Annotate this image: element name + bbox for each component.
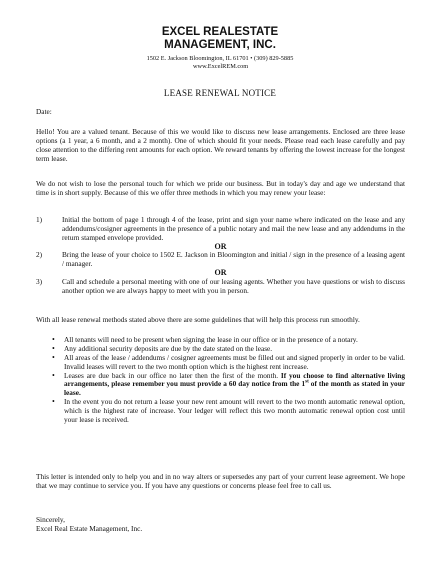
company-name-line1: EXCEL REALESTATE (161, 26, 279, 38)
method-text: Bring the lease of your choice to 1502 E. Jackson in Bloomington and initial / sign in the presence of a leasing agent / manager. (62, 250, 405, 269)
company-website: www.ExcelREM.com (193, 63, 249, 70)
closing-salutation: Sincerely, (36, 515, 65, 524)
disclaimer-paragraph: This letter is intended only to help you and in no way alters or supersedes any part of your current lease agreement. We hope that we may continue to service you. If you have any questions or concerns please feel free to call us. (36, 472, 405, 490)
guideline-text: In the event you do not return a lease your new rent amount will revert to the two month automatic renewal option, which is the highest rate of increase. Your ledger will reflect this two month automatic renewal option cost until your lease is received. (64, 397, 405, 425)
guideline-item (52, 354, 405, 372)
method-number: 2) (36, 250, 43, 260)
method-item (36, 251, 405, 269)
guideline-text: All tenants will need to be present when signing the lease in our office or in the presence of a notary. (64, 335, 358, 344)
document-title: LEASE RENEWAL NOTICE (163, 88, 277, 98)
method-item (36, 278, 405, 296)
or-separator: OR (214, 241, 227, 251)
bullet-icon: • (52, 370, 55, 380)
guidelines-intro: With all lease renewal methods stated above there are some guidelines that will help this process run smoothly. (36, 315, 360, 324)
guideline-text: Leases are due back in our office no later then the first of the month. (64, 370, 279, 380)
renewal-methods-intro: We do not wish to lose the personal touch for which we pride our business. But in today's day and age we understand that time is in short supply. Because of this we offer three methods in which you may renew your lease: (36, 179, 405, 197)
guideline-item (52, 372, 405, 399)
bullet-icon: • (52, 352, 55, 362)
guideline-item (52, 398, 405, 425)
guideline-text-group (64, 372, 405, 399)
company-address: 1502 E. Jackson Bloomington, IL 61701 • (309) 829-5885 (146, 55, 294, 62)
guidelines-list (52, 336, 405, 425)
guideline-text: All areas of the lease / addendums / cosigner agreements must be filled out and signed properly in order to be valid. Invalid leases will revert to the two month option which is the highest rent increase. (64, 352, 405, 371)
renewal-methods-list (36, 216, 405, 296)
ordinal-suffix: st (305, 380, 309, 386)
method-number: 1) (36, 215, 43, 224)
notice-requirement-text-end: of the month as stated in your lease. (64, 379, 405, 398)
bullet-icon: • (52, 397, 55, 407)
method-text: Call and schedule a personal meeting with one of our leasing agents. Whether you have questions or wish to discuss another option we are always happy to meet with you in person. (62, 277, 405, 295)
method-number: 3) (36, 277, 43, 287)
or-separator: OR (214, 268, 227, 278)
notice-requirement-text: If you choose to find alternative living arrangements, please remember you must provide a 60 day notice from the 1 (64, 370, 405, 389)
signature-line: Excel Real Estate Management, Inc. (36, 524, 143, 533)
method-item (36, 216, 405, 243)
guideline-text: Any additional security deposits are due by the date stated on the lease. (64, 343, 273, 353)
bullet-icon: • (52, 335, 55, 344)
bullet-icon: • (52, 343, 55, 353)
intro-paragraph: Hello! You are a valued tenant. Because of this we would like to discuss new lease arrangements. Enclosed are three lease options (a 1 year, a 6 month, and a 2 month). One of which should fit your needs. Please read each lease carefully and pay close attention to the differing rent amounts for each option. We reward tenants by offering the lowest increase for the longest term lease. (36, 127, 405, 163)
date-label: Date: (36, 107, 52, 116)
company-name-line2: MANAGEMENT, INC. (164, 39, 276, 51)
method-text: Initial the bottom of page 1 through 4 of the lease, print and sign your name where indicated on the lease and any addendums/cosigner agreements in the presence of a public notary and mail the new lease and any addendums in the return stamped envelope provided. (62, 215, 405, 242)
